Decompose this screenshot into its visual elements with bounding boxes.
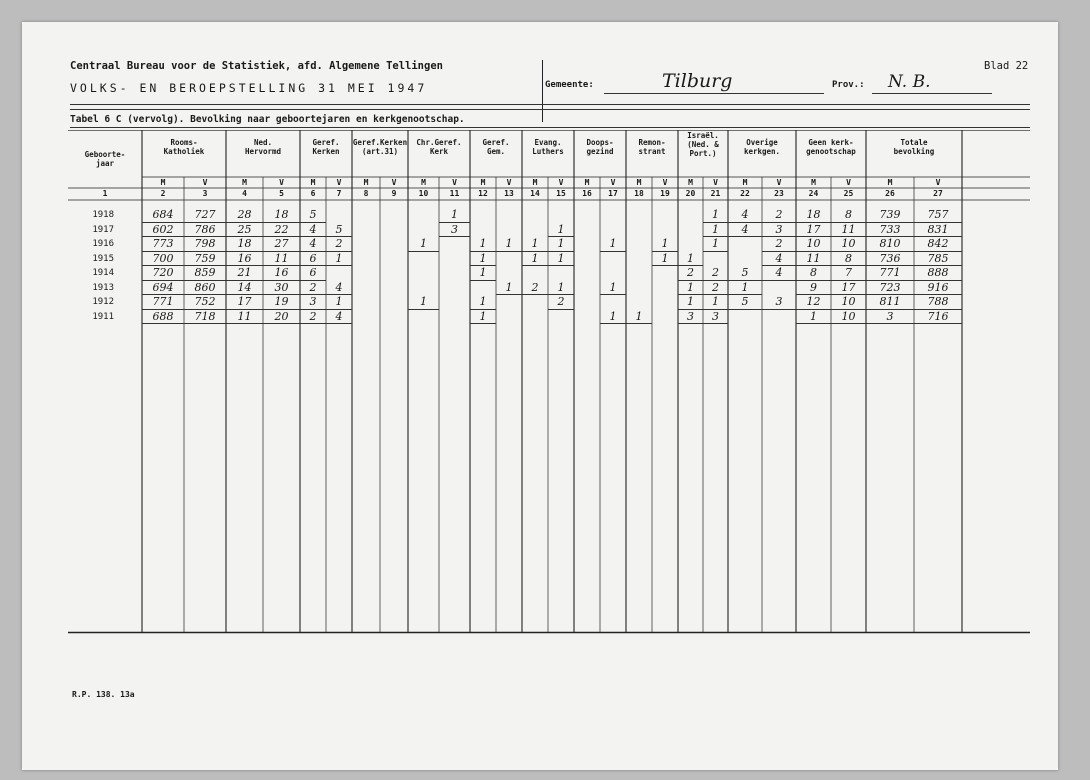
cell-value: 4: [728, 224, 762, 238]
cell-value: 602: [142, 224, 184, 238]
cell-value: 2: [326, 238, 352, 252]
col-number: 2: [160, 189, 166, 198]
sex-label-m: M: [742, 178, 748, 187]
col-number: 24: [808, 189, 819, 198]
sex-label-m: M: [421, 178, 426, 187]
birth-year: 1911: [92, 311, 114, 322]
sex-label-m: M: [160, 178, 166, 187]
cell-value: 1: [470, 253, 496, 267]
province-value: N. B.: [888, 72, 931, 92]
cell-value: 6: [300, 267, 326, 281]
col-number: 5: [279, 189, 284, 198]
col-number: 25: [843, 189, 854, 198]
cell-value: 1: [548, 282, 574, 296]
cell-value: 2: [762, 238, 796, 252]
column-header-group: Geen kerk- genootschap: [806, 138, 856, 156]
cell-value: 798: [184, 238, 226, 252]
cell-value: 8: [796, 267, 831, 281]
cell-value: 1: [470, 238, 496, 252]
column-header-group: Rooms- Katholiek: [163, 138, 205, 156]
cell-value: 3: [300, 296, 326, 310]
cell-value: 17: [796, 224, 831, 238]
cell-value: 1: [678, 282, 703, 296]
cell-value: 1: [703, 209, 728, 223]
sex-label-m: M: [532, 178, 538, 187]
col-number: 27: [933, 189, 943, 198]
col-number: 26: [885, 189, 895, 198]
cell-value: 1: [522, 238, 548, 252]
cell-value: 860: [184, 282, 226, 296]
cell-value: 1: [548, 253, 574, 267]
cell-value: 18: [796, 209, 831, 223]
cell-value: 859: [184, 267, 226, 281]
cell-value: 3: [678, 311, 703, 325]
cell-value: 10: [831, 311, 866, 325]
col-number: 16: [582, 189, 592, 198]
gemeente-line: [604, 93, 824, 94]
cell-value: 1: [548, 238, 574, 252]
cell-value: 10: [831, 238, 866, 252]
sex-label-m: M: [363, 178, 369, 187]
sex-label-v: V: [336, 178, 342, 187]
cell-value: 1: [652, 238, 678, 252]
cell-value: 718: [184, 311, 226, 325]
cell-value: 11: [796, 253, 831, 267]
column-header-group: Doops- gezind: [586, 138, 614, 156]
col-number: 15: [556, 189, 566, 198]
cell-value: 1: [796, 311, 831, 325]
cell-value: 4: [728, 209, 762, 223]
col-number: 12: [478, 189, 488, 198]
year-column-header: Geboorte- jaar: [84, 150, 126, 168]
cell-value: 5: [728, 267, 762, 281]
column-header-group: Geref. Kerken: [312, 138, 340, 156]
cell-value: 771: [142, 296, 184, 310]
col-number: 10: [418, 189, 429, 198]
cell-value: 1: [703, 296, 728, 310]
sex-label-v: V: [846, 178, 851, 187]
cell-value: 8: [831, 253, 866, 267]
birth-year: 1912: [92, 297, 114, 307]
sex-label-m: M: [310, 178, 316, 187]
birth-year: 1917: [92, 224, 114, 235]
col-number: 22: [740, 189, 750, 198]
col-number: 4: [242, 189, 247, 198]
column-header-group: Ned. Hervormd: [244, 138, 282, 156]
sex-label-m: M: [887, 178, 893, 187]
cell-value: 4: [326, 282, 352, 296]
col-number: 23: [774, 189, 784, 198]
gemeente-value: Tilburg: [662, 70, 733, 92]
cell-value: 1: [600, 238, 626, 252]
column-header-group: Evang. Luthers: [532, 138, 564, 156]
cell-value: 759: [184, 253, 226, 267]
cell-value: 1: [678, 296, 703, 310]
cell-value: 916: [914, 282, 962, 296]
population-table: [68, 130, 1030, 645]
sex-label-m: M: [584, 178, 590, 187]
birth-year: 1914: [92, 268, 114, 278]
header-double-rule: [70, 104, 1030, 110]
col-number: 7: [336, 189, 342, 198]
cell-value: 12: [796, 296, 831, 310]
cell-value: 684: [142, 209, 184, 223]
cell-value: 16: [226, 253, 263, 267]
sex-label-v: V: [558, 178, 564, 187]
column-header-group: Geref.Kerken (art.31): [352, 138, 408, 156]
cell-value: 1: [326, 253, 352, 267]
cell-value: 757: [914, 209, 962, 223]
col-number: 14: [530, 189, 540, 198]
title-rule: [70, 127, 1030, 128]
cell-value: 1: [703, 224, 728, 238]
cell-value: 22: [263, 224, 300, 238]
sheet-number: Blad 22: [984, 60, 1029, 72]
cell-value: 3: [762, 296, 796, 310]
cell-value: 723: [866, 282, 914, 296]
sex-label-v: V: [452, 178, 457, 187]
cell-value: 3: [866, 311, 914, 325]
cell-value: 6: [300, 253, 326, 267]
cell-value: 739: [866, 209, 914, 223]
bureau-header: Centraal Bureau voor de Statistiek, afd. Algemene Tellingen: [70, 60, 443, 72]
sex-label-v: V: [662, 178, 668, 187]
birth-year: 1913: [92, 282, 114, 293]
cell-value: 688: [142, 311, 184, 325]
col-number: 13: [504, 189, 514, 198]
cell-value: 8: [831, 209, 866, 223]
cell-value: 25: [226, 224, 263, 238]
cell-value: 5: [728, 296, 762, 310]
cell-value: 5: [326, 224, 352, 238]
sex-label-m: M: [480, 178, 486, 187]
cell-value: 831: [914, 224, 962, 238]
cell-value: 18: [226, 238, 263, 252]
col-number: 11: [449, 189, 460, 198]
cell-value: 1: [548, 224, 574, 238]
cell-value: 811: [866, 296, 914, 310]
cell-value: 10: [831, 296, 866, 310]
cell-value: 11: [226, 311, 263, 325]
birth-year: 1918: [92, 210, 114, 220]
cell-value: 1: [626, 311, 652, 325]
sex-label-v: V: [713, 178, 718, 187]
col-number: 6: [310, 189, 316, 198]
cell-value: 720: [142, 267, 184, 281]
sex-label-v: V: [776, 178, 782, 187]
cell-value: 810: [866, 238, 914, 252]
cell-value: 4: [762, 267, 796, 281]
cell-value: 4: [300, 238, 326, 252]
header-divider: [542, 60, 543, 122]
cell-value: 788: [914, 296, 962, 310]
column-header-group: Remon- strant: [638, 138, 666, 156]
cell-value: 2: [300, 311, 326, 325]
cell-value: 1: [600, 282, 626, 296]
cell-value: 752: [184, 296, 226, 310]
cell-value: 1: [439, 209, 470, 223]
sex-label-v: V: [391, 178, 397, 187]
cell-value: 21: [226, 267, 263, 281]
birth-year: 1916: [92, 239, 114, 249]
sex-label-v: V: [202, 178, 208, 187]
col-number: 1: [102, 189, 108, 198]
cell-value: 786: [184, 224, 226, 238]
cell-value: 5: [300, 209, 326, 223]
cell-value: 1: [728, 282, 762, 296]
cell-value: 1: [470, 267, 496, 281]
cell-value: 1: [326, 296, 352, 310]
cell-value: 3: [439, 224, 470, 238]
cell-value: 1: [703, 238, 728, 252]
cell-value: 1: [470, 311, 496, 325]
column-header-group: Israël. (Ned. & Port.): [687, 131, 719, 158]
table-title: Tabel 6 C (vervolg). Bevolking naar geboortejaren en kerkgenootschap.: [70, 114, 469, 125]
cell-value: 20: [263, 311, 300, 325]
cell-value: 773: [142, 238, 184, 252]
cell-value: 1: [522, 253, 548, 267]
col-number: 18: [634, 189, 644, 198]
sex-label-m: M: [242, 178, 247, 187]
col-number: 17: [608, 189, 618, 198]
sex-label-v: V: [610, 178, 616, 187]
cell-value: 2: [703, 267, 728, 281]
sex-label-m: M: [688, 178, 693, 187]
cell-value: 1: [496, 238, 522, 252]
cell-value: 17: [831, 282, 866, 296]
cell-value: 2: [762, 209, 796, 223]
cell-value: 7: [831, 267, 866, 281]
col-number: 19: [660, 189, 670, 198]
cell-value: 27: [263, 238, 300, 252]
gemeente-label: Gemeente:: [545, 80, 594, 90]
cell-value: 700: [142, 253, 184, 267]
cell-value: 14: [226, 282, 263, 296]
sex-label-v: V: [935, 178, 941, 187]
cell-value: 11: [831, 224, 866, 238]
cell-value: 3: [703, 311, 728, 325]
cell-value: 4: [300, 224, 326, 238]
col-number: 20: [685, 189, 696, 198]
form-reference: R.P. 138. 13a: [72, 690, 135, 699]
census-form-sheet: [22, 22, 1058, 770]
cell-value: 716: [914, 311, 962, 325]
cell-value: 2: [678, 267, 703, 281]
col-number: 8: [363, 189, 369, 198]
column-header-group: Geref. Gem.: [482, 138, 510, 156]
column-header-group: Chr.Geref. Kerk: [416, 138, 462, 156]
cell-value: 2: [522, 282, 548, 296]
cell-value: 18: [263, 209, 300, 223]
cell-value: 733: [866, 224, 914, 238]
cell-value: 1: [678, 253, 703, 267]
cell-value: 3: [762, 224, 796, 238]
cell-value: 1: [496, 282, 522, 296]
cell-value: 10: [796, 238, 831, 252]
cell-value: 771: [866, 267, 914, 281]
cell-value: 2: [703, 282, 728, 296]
province-label: Prov.:: [832, 80, 865, 90]
cell-value: 30: [263, 282, 300, 296]
cell-value: 727: [184, 209, 226, 223]
cell-value: 1: [600, 311, 626, 325]
column-header-group: Totale bevolking: [893, 138, 935, 156]
cell-value: 4: [326, 311, 352, 325]
census-title: VOLKS- EN BEROEPSTELLING 31 MEI 1947: [70, 81, 428, 95]
birth-year: 1915: [92, 253, 114, 264]
cell-value: 1: [408, 238, 439, 252]
cell-value: 888: [914, 267, 962, 281]
cell-value: 2: [300, 282, 326, 296]
sex-label-m: M: [636, 178, 642, 187]
col-number: 21: [710, 189, 721, 198]
cell-value: 842: [914, 238, 962, 252]
col-number: 9: [391, 189, 397, 198]
province-line: [872, 93, 992, 94]
column-header-group: Overige kerkgen.: [743, 138, 781, 156]
cell-value: 19: [263, 296, 300, 310]
cell-value: 16: [263, 267, 300, 281]
sex-label-v: V: [506, 178, 512, 187]
cell-value: 11: [263, 253, 300, 267]
cell-value: 1: [408, 296, 439, 310]
cell-value: 28: [226, 209, 263, 223]
cell-value: 9: [796, 282, 831, 296]
cell-value: 17: [226, 296, 263, 310]
cell-value: 1: [470, 296, 496, 310]
cell-value: 785: [914, 253, 962, 267]
cell-value: 2: [548, 296, 574, 310]
cell-value: 4: [762, 253, 796, 267]
sex-label-m: M: [811, 178, 816, 187]
col-number: 3: [202, 189, 208, 198]
cell-value: 736: [866, 253, 914, 267]
sex-label-v: V: [279, 178, 284, 187]
cell-value: 694: [142, 282, 184, 296]
cell-value: 1: [652, 253, 678, 267]
